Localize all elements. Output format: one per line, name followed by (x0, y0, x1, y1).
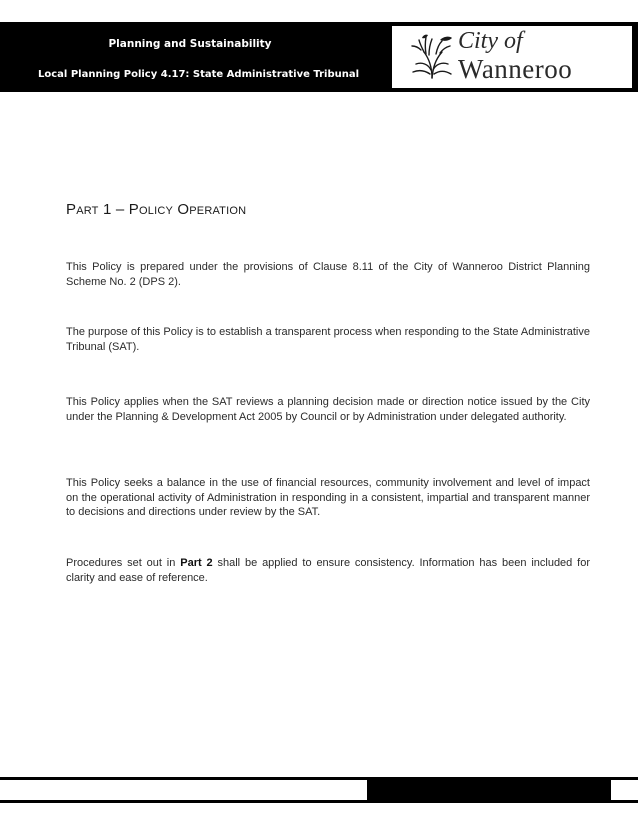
header-title-block (0, 22, 390, 92)
paragraph-policy-application: This Policy applies when the SAT reviews a planning decision made or direction notice issued by the City under the Planning & Development Act 2005 by Council or by Administration under delegated authority. (66, 396, 590, 423)
city-logo (392, 26, 632, 88)
procedures-text-end: shall be applied to ensure consistency. Information has been included for clarity and ease of reference. (66, 557, 590, 584)
paragraph-procedures (66, 556, 590, 585)
part-2-reference: Part 2 (180, 557, 213, 569)
paragraph-policy-balance: This Policy seeks a balance in the use of financial resources, community involvement and level of impact on the operational activity of Administration in responding in a consistent, impartial and transparent manner to decisions and directions under review by the SAT. (66, 477, 590, 518)
page-header (0, 22, 638, 92)
paragraph-policy-provision: This Policy is prepared under the provisions of Clause 8.11 of the City of Wanneroo District Planning Scheme No. 2 (DPS 2). (66, 261, 590, 288)
procedures-text-start: Procedures set out in (66, 557, 181, 569)
logo-city-of: City of (458, 28, 523, 54)
footer-bar (367, 780, 611, 802)
paragraph-policy-purpose: The purpose of this Policy is to establish a transparent process when responding to the State Administrative Tribunal (SAT). (66, 326, 590, 353)
logo-wanneroo: Wanneroo (458, 54, 573, 84)
footer-divider-bottom (0, 800, 638, 803)
department-name: Planning and Sustainability (108, 38, 272, 50)
policy-title: Local Planning Policy 4.17: State Administrative Tribunal (38, 69, 360, 80)
section-heading: Part 1 – Policy Operation (66, 201, 247, 218)
wanneroo-grass-tree-icon (410, 34, 454, 80)
